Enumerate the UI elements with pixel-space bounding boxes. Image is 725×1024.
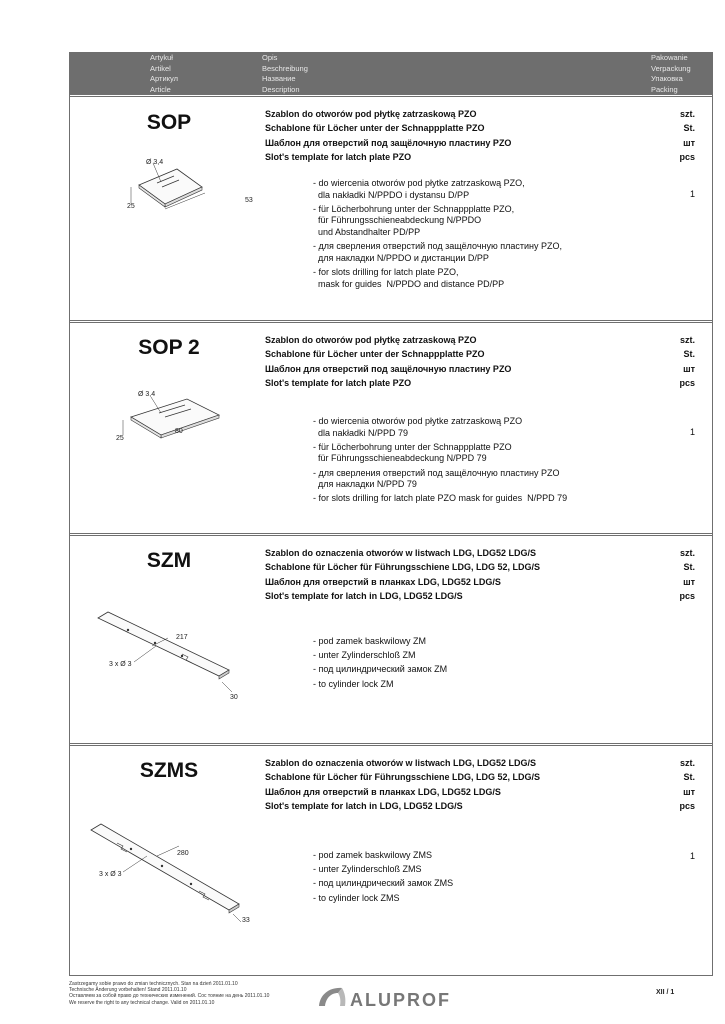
width-dimension: 25 — [116, 435, 124, 442]
title-ru: Шаблон для отверстий под защёлочную пластину PZO — [265, 137, 512, 148]
description-line: - под цилиндрический замок ZM — [313, 664, 448, 675]
description-line: - for slots drilling for latch plate PZO mask for guides N/PPD 79 — [313, 493, 568, 504]
packing-units — [679, 546, 695, 603]
header-article — [150, 53, 178, 95]
unit-label: pcs — [679, 590, 695, 601]
drawing-stroke — [157, 846, 179, 856]
product-szm — [69, 536, 713, 743]
header-packing — [651, 53, 691, 95]
unit-label: pcs — [679, 800, 695, 811]
product-description — [313, 416, 567, 508]
title-ru: Шаблон для отверстий в планках LDG, LDG52 LDG/S — [265, 576, 501, 587]
description-line: - to cylinder lock ZMS — [313, 892, 400, 903]
product-szms — [69, 746, 713, 976]
product-titles — [265, 333, 511, 390]
description-line: - do wiercenia otworów pod płytke zatrzaskową PZO, — [313, 178, 525, 188]
length-dimension: 80 — [175, 428, 183, 435]
description-line: dla nakładki N/PPD 79 — [313, 427, 409, 438]
drawing-stroke — [181, 655, 183, 657]
title-en: Slot's template for latch plate PZO — [265, 151, 412, 162]
title-ru: Шаблон для отверстий в планках LDG, LDG52 LDG/S — [265, 786, 501, 797]
description-line: mask for guides N/PPDO and distance PD/PP — [313, 278, 505, 289]
footnote-line: Оставляем за собой право до технических изменений. Сос тояние на день 2011.01.10 — [69, 993, 270, 1000]
description-line: для накладки N/PPD 79 — [313, 479, 417, 490]
product-code: SOP — [146, 111, 192, 134]
drawing-stroke — [233, 914, 241, 922]
drawing-stroke — [190, 883, 192, 885]
unit-label: szt. — [679, 548, 695, 558]
drawing-stroke — [319, 988, 342, 1006]
drawing-stroke — [161, 865, 163, 867]
width-dimension: 33 — [242, 917, 250, 924]
product-drawing — [109, 385, 269, 447]
unit-label: szt. — [679, 335, 695, 345]
title-pl: Szablon do oznaczenia otworów w listwach LDG, LDG52 LDG/S — [265, 758, 537, 768]
product-drawing — [87, 818, 257, 928]
product-description — [313, 850, 453, 907]
unit-label: St. — [683, 123, 695, 134]
description-line: dla nakładki N/PPDO i dystansu D/PP — [313, 189, 470, 200]
drawing-stroke — [134, 646, 156, 662]
unit-label: шт — [683, 363, 695, 374]
packing-units — [679, 756, 695, 813]
header-label: Artykuł — [150, 53, 173, 62]
product-code: SZM — [146, 549, 192, 572]
title-de: Schablone für Löcher unter der Schnappplatte PZO — [265, 349, 485, 360]
description-line: - для сверления отверстий под защёлочную пластину PZO — [313, 467, 560, 478]
drawing-stroke — [127, 629, 129, 631]
header-label: Artikel — [150, 63, 171, 73]
hole-dimension: Ø 3,4 — [146, 159, 164, 166]
description-line: - для сверления отверстий под защёлочную пластину PZO, — [313, 241, 562, 252]
header-label: Description — [262, 84, 300, 94]
packing-quantity: 1 — [689, 189, 695, 199]
unit-label: шт — [683, 786, 695, 797]
description-line: - do wiercenia otworów pod płytke zatrzaskową PZO — [313, 416, 523, 426]
hole-dimension: 3 x Ø 3 — [99, 871, 122, 878]
title-ru: Шаблон для отверстий под защёлочную пластину PZO — [265, 363, 512, 374]
title-pl: Szablon do otworów pod płytkę zatrzaskową PZO — [265, 335, 477, 345]
drawing-stroke — [123, 856, 147, 872]
length-dimension: 280 — [177, 850, 189, 857]
drawing-stroke — [130, 848, 132, 850]
product-description — [313, 636, 447, 693]
unit-label: шт — [683, 576, 695, 587]
title-de: Schablone für Löcher für Führungsschiene LDG, LDG 52, LDG/S — [265, 772, 541, 783]
header-label: Article — [150, 84, 171, 94]
unit-label: St. — [683, 772, 695, 783]
header-label: Упаковка — [651, 74, 683, 83]
header-label: Packing — [651, 84, 678, 94]
unit-label: szt. — [679, 758, 695, 768]
description-line: - for slots drilling for latch plate PZO, — [313, 266, 459, 277]
header-label: Beschreibung — [262, 63, 308, 73]
description-line: für Führungsschieneabdeckung N/PPDO — [313, 215, 482, 226]
width-dimension: 30 — [230, 694, 238, 701]
unit-label: pcs — [679, 377, 695, 388]
description-line: für Führungsschieneabdeckung N/PPD 79 — [313, 453, 487, 464]
footnote-line: Technische Änderung vorbehalten! Stand 2011.01.10 — [69, 987, 187, 994]
product-code: SOP 2 — [138, 336, 200, 359]
description-line: - unter Zylinderschloß ZM — [313, 650, 416, 661]
description-line: und Abstandhalter PD/PP — [313, 226, 421, 237]
hole-dimension: 3 x Ø 3 — [109, 661, 132, 668]
product-sop2 — [69, 323, 713, 533]
packing-units — [679, 333, 695, 390]
product-titles — [265, 546, 540, 603]
width-dimension: 25 — [127, 203, 135, 210]
product-drawing — [94, 604, 254, 704]
brand-name: ALUPROF — [350, 990, 451, 1010]
description-line: - pod zamek baskwilowy ZM — [313, 636, 427, 646]
unit-label: шт — [683, 137, 695, 148]
product-code: SZMS — [139, 759, 199, 782]
packing-units — [679, 107, 695, 164]
description-line: - für Löcherbohrung unter der Schnappplatte PZO — [313, 441, 512, 452]
length-dimension: 53 — [245, 197, 253, 204]
legal-footnote — [69, 981, 269, 1006]
hole-dimension: Ø 3,4 — [138, 391, 156, 398]
header-label: Артикул — [150, 74, 178, 83]
title-de: Schablone für Löcher für Führungsschiene LDG, LDG 52, LDG/S — [265, 562, 541, 573]
description-line: - под цилиндрический замок ZMS — [313, 878, 454, 889]
unit-label: St. — [683, 562, 695, 573]
title-en: Slot's template for latch in LDG, LDG52 LDG/S — [265, 590, 463, 601]
drawing-stroke — [139, 169, 202, 204]
product-sop — [69, 97, 713, 320]
product-drawing — [119, 157, 259, 217]
title-pl: Szablon do oznaczenia otworów w listwach LDG, LDG52 LDG/S — [265, 548, 537, 558]
header-label: Verpackung — [651, 63, 691, 73]
title-en: Slot's template for latch plate PZO — [265, 377, 412, 388]
header-label: Opis — [262, 53, 278, 62]
description-line: - to cylinder lock ZM — [313, 678, 394, 689]
packing-quantity: 1 — [689, 851, 695, 861]
footnote-line: Zastrzegamy sobie prawo do zmian technicznych. Stan na dzień 2011.01.10 — [69, 981, 238, 987]
header-description — [262, 53, 308, 95]
table-header — [69, 52, 713, 94]
length-dimension: 217 — [176, 634, 188, 641]
product-titles — [265, 756, 540, 813]
title-de: Schablone für Löcher unter der Schnappplatte PZO — [265, 123, 485, 134]
unit-label: pcs — [679, 151, 695, 162]
product-titles — [265, 107, 511, 164]
header-label: Pakowanie — [651, 53, 688, 62]
title-en: Slot's template for latch in LDG, LDG52 LDG/S — [265, 800, 463, 811]
description-line: для накладки N/PPDO и дистанции D/PP — [313, 252, 489, 263]
page-number: XII / 1 — [656, 989, 675, 996]
description-line: - pod zamek baskwilowy ZMS — [313, 850, 433, 860]
unit-label: St. — [683, 349, 695, 360]
drawing-stroke — [91, 824, 239, 910]
description-line: - für Löcherbohrung unter der Schnappplatte PZO, — [313, 203, 515, 214]
header-label: Название — [262, 74, 296, 83]
packing-quantity: 1 — [689, 427, 695, 437]
aluprof-logo — [316, 984, 466, 1014]
unit-label: szt. — [679, 109, 695, 119]
footnote-line: We reserve the right to any technical change. Valid on 2011.01.10 — [69, 999, 215, 1006]
title-pl: Szablon do otworów pod płytkę zatrzaskową PZO — [265, 109, 477, 119]
product-description — [313, 178, 562, 293]
description-line: - unter Zylinderschloß ZMS — [313, 864, 422, 875]
drawing-stroke — [222, 682, 232, 692]
